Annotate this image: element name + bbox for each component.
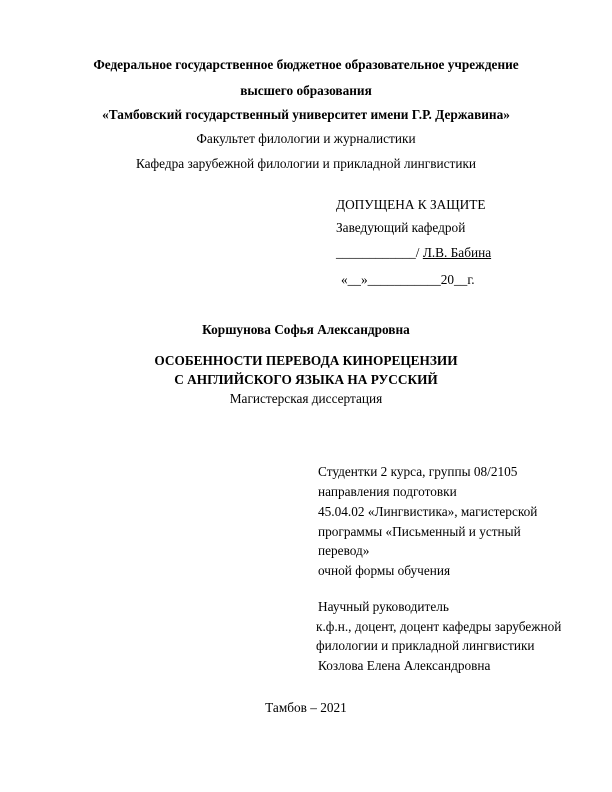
approval-role: Заведующий кафедрой <box>336 220 466 235</box>
author-name: Коршунова Софья Александровна <box>202 322 410 337</box>
approval-signature <box>336 245 491 261</box>
faculty-name: Факультет филологии и журналистики <box>196 131 416 146</box>
signature-name: Л.В. Бабина <box>422 245 492 260</box>
supervisor-title-line-2: филологии и прикладной лингвистики <box>316 638 535 653</box>
institution-line-2: высшего образования <box>240 83 372 98</box>
student-info-line: направления подготовки <box>318 484 457 499</box>
approval-date-line: «__»___________20__г. <box>341 272 475 287</box>
student-info-line: очной формы обучения <box>318 563 451 578</box>
student-info-line: перевод» <box>318 543 370 558</box>
signature-blank: ____________/ <box>336 245 423 260</box>
supervisor-title-line-1: к.ф.н., доцент, доцент кафедры зарубежной <box>316 619 562 634</box>
institution-line-1: Федеральное государственное бюджетное образовательное учреждение <box>93 57 519 72</box>
city-year: Тамбов – 2021 <box>265 700 347 715</box>
thesis-type: Магистерская диссертация <box>229 391 383 406</box>
thesis-title-line-2: С АНГЛИЙСКОГО ЯЗЫКА НА РУССКИЙ <box>174 372 438 387</box>
student-info-line: Студентки 2 курса, группы 08/2105 <box>318 464 518 479</box>
department-name: Кафедра зарубежной филологии и прикладной лингвистики <box>135 156 477 171</box>
university-name: «Тамбовский государственный университет имени Г.Р. Державина» <box>102 107 510 122</box>
supervisor-heading: Научный руководитель <box>318 599 449 614</box>
student-info-line: 45.04.02 «Лингвистика», магистерской <box>318 504 538 519</box>
student-info-line: программы «Письменный и устный <box>318 524 521 539</box>
supervisor-name: Козлова Елена Александровна <box>318 658 491 673</box>
approval-title: ДОПУЩЕНА К ЗАЩИТЕ <box>336 197 486 212</box>
thesis-title-line-1: ОСОБЕННОСТИ ПЕРЕВОДА КИНОРЕЦЕНЗИИ <box>154 353 458 368</box>
